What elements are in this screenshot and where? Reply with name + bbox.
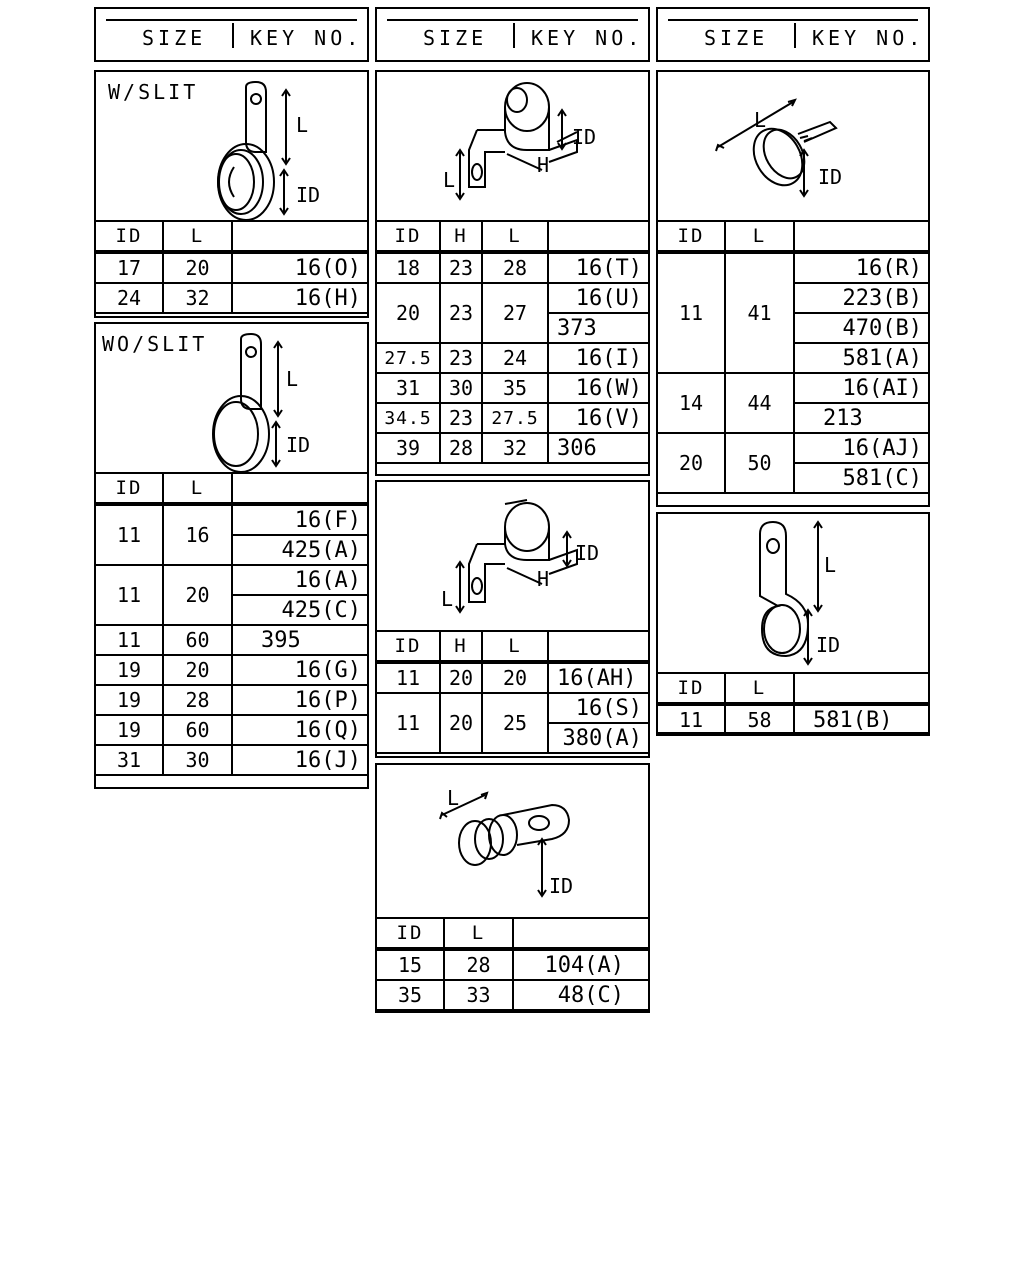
cell-l: 27.5 <box>482 403 548 433</box>
cell-id: 11 <box>376 693 440 753</box>
cell-key: 16(J) <box>232 745 368 775</box>
col-header-key <box>794 673 929 704</box>
cell-id: 27.5 <box>376 343 440 373</box>
cell-id: 15 <box>376 949 444 980</box>
cell-h: 23 <box>440 283 482 343</box>
cell-id: 11 <box>657 704 725 735</box>
panel-offset-plain <box>375 480 650 758</box>
cell-id: 11 <box>95 504 163 565</box>
col-header-id: ID <box>376 918 444 949</box>
table-row <box>376 662 649 693</box>
cell-key: 16(A) <box>232 565 368 595</box>
col-header-key <box>548 221 649 252</box>
cell-h: 23 <box>440 252 482 283</box>
dim-label-l: L <box>296 113 309 137</box>
dim-label-id: ID <box>549 874 574 898</box>
cell-id: 31 <box>95 745 163 775</box>
cell-key: 16(Q) <box>232 715 368 745</box>
cell-id: 18 <box>376 252 440 283</box>
table-row <box>376 693 649 723</box>
table-row <box>376 283 649 313</box>
cell-l: 20 <box>163 565 232 625</box>
ring-clamp-illustration <box>377 765 652 915</box>
cell-key: 581(B) <box>794 704 929 735</box>
cell-key: 16(O) <box>232 252 368 283</box>
table-row <box>95 715 368 745</box>
table-row <box>376 980 649 1010</box>
dim-label-l: L <box>286 367 299 391</box>
cell-h: 20 <box>440 662 482 693</box>
dim-label-l: L <box>441 587 454 611</box>
cell-h: 30 <box>440 373 482 403</box>
cell-key: 380(A) <box>548 723 649 753</box>
col-header-l: L <box>163 473 232 504</box>
table-row <box>95 252 368 283</box>
col-header-id: ID <box>657 221 725 252</box>
dim-label-l: L <box>447 786 460 810</box>
cell-l: 44 <box>725 373 794 433</box>
cell-key: 425(C) <box>232 595 368 625</box>
cell-l: 35 <box>482 373 548 403</box>
cell-h: 28 <box>440 433 482 463</box>
cell-id: 35 <box>376 980 444 1010</box>
cell-key: 16(AJ) <box>794 433 929 463</box>
table-row <box>95 745 368 775</box>
col-header-key <box>232 473 368 504</box>
cell-key: 16(H) <box>232 283 368 313</box>
cell-l: 50 <box>725 433 794 493</box>
col-header-id: ID <box>95 221 163 252</box>
cell-key: 425(A) <box>232 535 368 565</box>
cell-l: 33 <box>444 980 513 1010</box>
panel-title: W/SLIT <box>108 80 199 104</box>
col-header-id: ID <box>376 631 440 662</box>
header-divider <box>232 23 234 48</box>
cell-key: 16(W) <box>548 373 649 403</box>
cell-key: 581(A) <box>794 343 929 373</box>
header-col-3 <box>656 7 930 62</box>
cell-id: 31 <box>376 373 440 403</box>
cell-id: 19 <box>95 715 163 745</box>
cell-key: 104(A) <box>513 949 649 980</box>
p-clip-table <box>656 672 930 736</box>
table-row <box>376 403 649 433</box>
cell-l: 28 <box>444 949 513 980</box>
panel-p-clip <box>656 512 930 734</box>
col-header-l: L <box>725 673 794 704</box>
cell-l: 41 <box>725 252 794 373</box>
cell-key: 48(C) <box>513 980 649 1010</box>
header-divider <box>513 23 515 48</box>
header-rule <box>106 19 357 21</box>
cell-l: 16 <box>163 504 232 565</box>
col-header-key <box>513 918 649 949</box>
cell-key: 16(AH) <box>548 662 649 693</box>
header-key-label: KEY NO. <box>250 26 363 50</box>
header-size-label: SIZE <box>142 26 207 50</box>
table-row <box>657 373 929 403</box>
cell-key: 223(B) <box>794 283 929 313</box>
cell-l: 58 <box>725 704 794 735</box>
panel-wo-slit <box>94 322 369 789</box>
cell-key: 16(G) <box>232 655 368 685</box>
cell-id: 20 <box>376 283 440 343</box>
dim-label-l: L <box>443 168 456 192</box>
table-row <box>376 252 649 283</box>
offset-clamp-illustration <box>377 482 652 632</box>
cell-l: 30 <box>163 745 232 775</box>
cell-id: 11 <box>657 252 725 373</box>
wo-slit-table <box>94 472 369 776</box>
cell-id: 19 <box>95 655 163 685</box>
dim-label-id: ID <box>575 541 600 565</box>
cell-id: 11 <box>95 625 163 655</box>
table-row <box>657 252 929 283</box>
cell-id: 24 <box>95 283 163 313</box>
cell-id: 11 <box>376 662 440 693</box>
col-header-l: L <box>444 918 513 949</box>
col-header-h: H <box>440 631 482 662</box>
header-divider <box>794 23 796 48</box>
cell-id: 39 <box>376 433 440 463</box>
cell-key: 16(AI) <box>794 373 929 403</box>
wo-slit-clamp-illustration <box>96 324 371 474</box>
table-row <box>657 704 929 735</box>
cell-h: 23 <box>440 403 482 433</box>
cell-l: 20 <box>163 655 232 685</box>
cell-l: 32 <box>482 433 548 463</box>
p-clip-illustration <box>658 514 932 674</box>
table-row <box>95 565 368 595</box>
cell-id: 19 <box>95 685 163 715</box>
cell-id: 20 <box>657 433 725 493</box>
dim-label-h: H <box>537 153 550 177</box>
cell-id: 34.5 <box>376 403 440 433</box>
col-header-key <box>548 631 649 662</box>
cell-l: 24 <box>482 343 548 373</box>
panel-offset-slit <box>375 70 650 476</box>
header-rule <box>668 19 918 21</box>
cell-key: 16(U) <box>548 283 649 313</box>
panel-w-slit <box>94 70 369 318</box>
table-row <box>95 283 368 313</box>
cell-id: 17 <box>95 252 163 283</box>
cell-id: 11 <box>95 565 163 625</box>
col-header-l: L <box>163 221 232 252</box>
dim-label-l: L <box>824 553 837 577</box>
header-col-2 <box>375 7 650 62</box>
col-header-id: ID <box>95 473 163 504</box>
dim-label-id: ID <box>816 633 841 657</box>
cell-id: 14 <box>657 373 725 433</box>
dim-label-h: H <box>537 567 550 591</box>
cell-key: 16(V) <box>548 403 649 433</box>
cell-key: 16(P) <box>232 685 368 715</box>
w-slit-clamp-illustration <box>96 72 371 222</box>
col-header-key <box>232 221 368 252</box>
table-row <box>95 685 368 715</box>
cell-l: 28 <box>163 685 232 715</box>
header-size-label: SIZE <box>423 26 488 50</box>
dim-label-id: ID <box>296 183 321 207</box>
ring-clamp-table <box>375 917 650 1011</box>
cell-key: 581(C) <box>794 463 929 493</box>
cell-l: 60 <box>163 715 232 745</box>
offset-plain-table <box>375 630 650 754</box>
band-clamp-table <box>656 220 930 494</box>
dim-label-id: ID <box>286 433 311 457</box>
band-clamp-illustration <box>658 72 932 222</box>
header-key-label: KEY NO. <box>812 26 925 50</box>
w-slit-table <box>94 220 369 314</box>
panel-band-clamp <box>656 70 930 507</box>
header-key-label: KEY NO. <box>531 26 644 50</box>
col-header-l: L <box>482 631 548 662</box>
col-header-h: H <box>440 221 482 252</box>
table-row <box>376 373 649 403</box>
panel-title: WO/SLIT <box>102 332 208 356</box>
header-col-1 <box>94 7 369 62</box>
dim-label-l: L <box>754 108 767 132</box>
dim-label-id: ID <box>572 125 597 149</box>
table-row <box>376 433 649 463</box>
table-row <box>376 343 649 373</box>
cell-key: 16(T) <box>548 252 649 283</box>
col-header-id: ID <box>657 673 725 704</box>
cell-h: 20 <box>440 693 482 753</box>
table-row <box>376 949 649 980</box>
col-header-l: L <box>725 221 794 252</box>
header-size-label: SIZE <box>704 26 769 50</box>
cell-key: 16(S) <box>548 693 649 723</box>
cell-key: 16(R) <box>794 252 929 283</box>
dim-label-id: ID <box>818 165 843 189</box>
col-header-key <box>794 221 929 252</box>
cell-l: 28 <box>482 252 548 283</box>
cell-key: 16(I) <box>548 343 649 373</box>
cell-l: 20 <box>482 662 548 693</box>
table-row <box>95 504 368 535</box>
cell-key: 470(B) <box>794 313 929 343</box>
table-row <box>95 625 368 655</box>
cell-l: 32 <box>163 283 232 313</box>
cell-key: 395 <box>232 625 368 655</box>
cell-l: 20 <box>163 252 232 283</box>
cell-l: 27 <box>482 283 548 343</box>
cell-key: 213 <box>794 403 929 433</box>
panel-ring-clamp <box>375 763 650 1013</box>
col-header-id: ID <box>376 221 440 252</box>
cell-key: 16(F) <box>232 504 368 535</box>
offset-slit-table <box>375 220 650 464</box>
header-rule <box>387 19 638 21</box>
cell-key: 306 <box>548 433 649 463</box>
cell-h: 23 <box>440 343 482 373</box>
table-row <box>657 433 929 463</box>
table-row <box>95 655 368 685</box>
cell-l: 60 <box>163 625 232 655</box>
offset-slit-clamp-illustration <box>377 72 652 222</box>
col-header-l: L <box>482 221 548 252</box>
cell-l: 25 <box>482 693 548 753</box>
cell-key: 373 <box>548 313 649 343</box>
